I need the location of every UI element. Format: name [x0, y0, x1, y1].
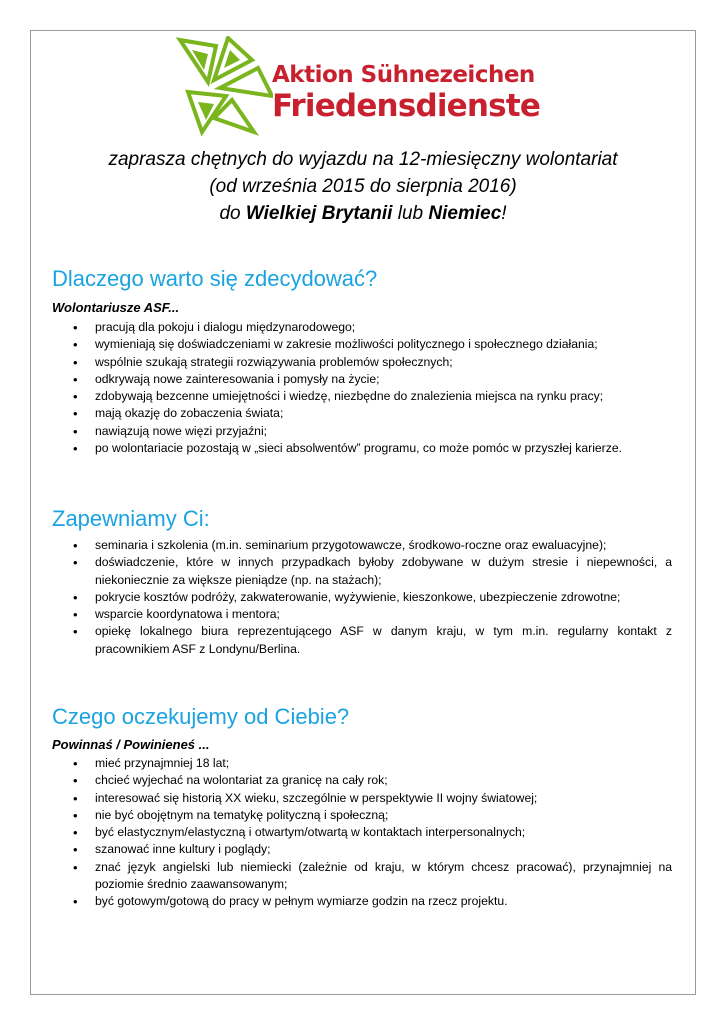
list-item: • nawiązują nowe więzi przyjaźni;: [52, 423, 672, 440]
section-heading-why: Dlaczego warto się zdecydować?: [52, 266, 378, 291]
green-star-logo-icon: [168, 36, 273, 136]
list-item: • pracują dla pokoju i dialogu międzynarodowego;: [52, 319, 672, 336]
intro-text-part: lub: [392, 203, 429, 224]
list-item: • doświadczenie, które w innych przypadkach byłoby zdobywane w dużym stresie i niepewności, a niekoniecznie za większe pieniądze (np. na stażach);: [52, 554, 672, 589]
logo-line-2: Friedensdienste: [272, 88, 541, 124]
list-item: • znać język angielski lub niemiecki (zależnie od kraju, w którym chcesz pracować), przynajmniej na poziomie średnio zaawansowanym;: [52, 859, 672, 894]
list-item: • seminaria i szkolenia (m.in. seminarium przygotowawcze, środkowo-roczne oraz ewaluacyjne);: [52, 537, 672, 554]
list-item: • interesować się historią XX wieku, szczególnie w perspektywie II wojny światowej;: [52, 790, 672, 807]
list-expectations: [52, 755, 672, 911]
section-subheading-you-should: Powinnaś / Powinieneś ...: [52, 737, 210, 752]
intro-text-part: do: [219, 203, 246, 224]
list-item: • być gotowym/gotową do pracy w pełnym wymiarze godzin na rzecz projektu.: [52, 893, 672, 910]
intro-text-part: !: [501, 203, 507, 224]
list-item: • po wolontariacie pozostają w „sieci absolwentów” programu, co może pomóc w przyszłej karierze.: [52, 440, 672, 457]
section-subheading-volunteers: Wolontariusze ASF...: [52, 300, 180, 315]
list-item: • być elastycznym/elastyczną i otwartym/otwartą w kontaktach interpersonalnych;: [52, 824, 672, 841]
list-item: • chcieć wyjechać na wolontariat za granicę na cały rok;: [52, 772, 672, 789]
list-item: • szanować inne kultury i poglądy;: [52, 841, 672, 858]
list-we-provide: [52, 537, 672, 658]
list-why: [52, 319, 672, 457]
list-item: • wsparcie koordynatowa i mentora;: [52, 606, 672, 623]
country-germany: Niemiec: [428, 203, 502, 224]
list-item: • pokrycie kosztów podróży, zakwaterowanie, wyżywienie, kieszonkowe, ubezpieczenie zdrowotne;: [52, 589, 672, 606]
list-item: • mieć przynajmniej 18 lat;: [52, 755, 672, 772]
list-item: • zdobywają bezcenne umiejętności i wiedzę, niezbędne do znalezienia miejsca na rynku pracy;: [52, 388, 672, 405]
intro-line-1: zaprasza chętnych do wyjazdu na 12-miesięczny wolontariat: [108, 149, 618, 170]
logo-line-1: Aktion Sühnezeichen: [272, 62, 535, 88]
list-item: • odkrywają nowe zainteresowania i pomysły na życie;: [52, 371, 672, 388]
list-item: • opiekę lokalnego biura reprezentującego ASF w danym kraju, w tym m.in. regularny kontakt z pracownikiem ASF z Londynu/Berlina.: [52, 623, 672, 658]
section-heading-we-provide: Zapewniamy Ci:: [52, 506, 210, 531]
section-heading-expectations: Czego oczekujemy od Ciebie?: [52, 704, 350, 729]
list-item: • nie być obojętnym na tematykę polityczną i społeczną;: [52, 807, 672, 824]
asf-logo: [168, 36, 548, 136]
list-item: • mają okazję do zobaczenia świata;: [52, 405, 672, 422]
intro-line-3: [30, 200, 696, 227]
country-uk: Wielkiej Brytanii: [245, 203, 393, 224]
intro-line-2: (od września 2015 do sierpnia 2016): [209, 176, 517, 197]
list-item: • wspólnie szukają strategii rozwiązywania problemów społecznych;: [52, 354, 672, 371]
list-item: • wymieniają się doświadczeniami w zakresie możliwości politycznego i społecznego działania;: [52, 336, 672, 353]
intro-text: [30, 146, 696, 227]
